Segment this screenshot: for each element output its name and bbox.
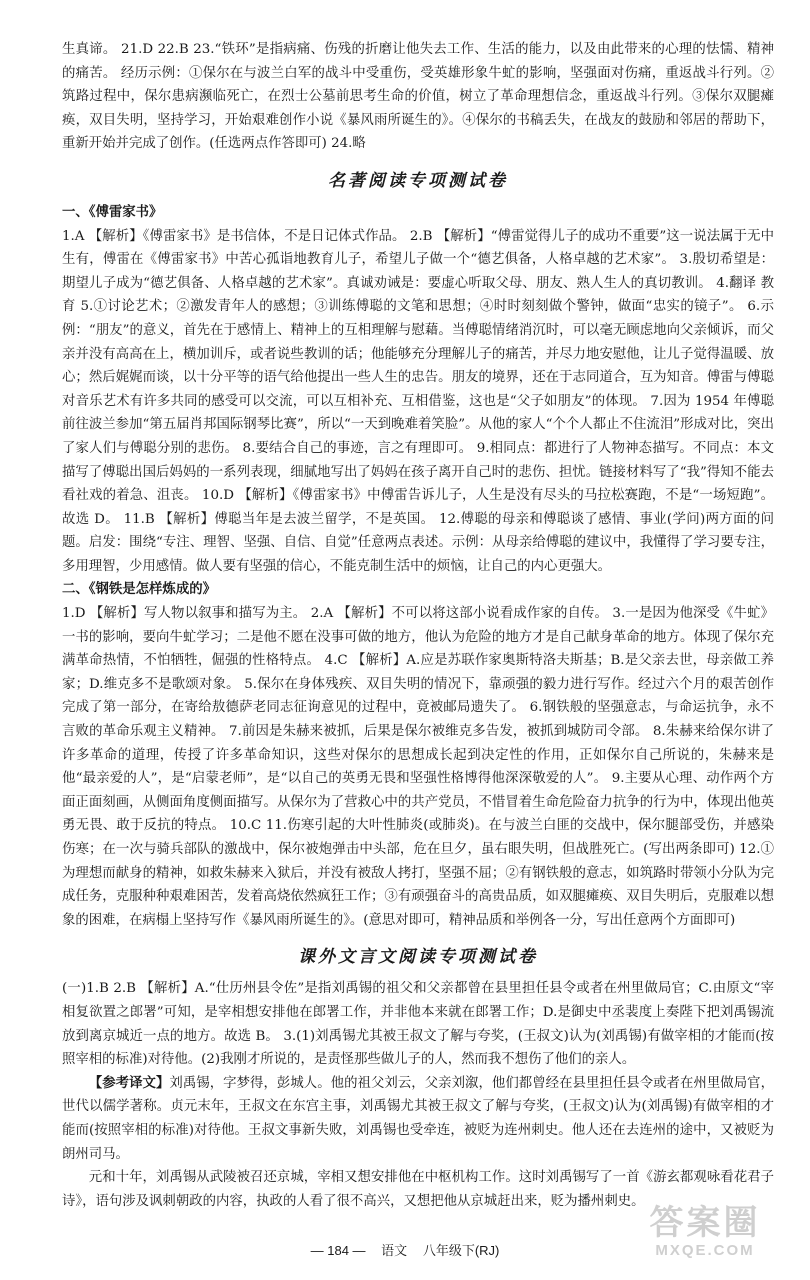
footer-subject: 语文 [381, 1243, 408, 1258]
page-body [62, 38, 774, 1213]
section-title-classical-chinese: 课外文言文阅读专项测试卷 [298, 947, 538, 968]
subsection-heading-fulei: 一、《傅雷家书》 [62, 203, 163, 220]
subsection-heading-steel: 二、《钢铁是怎样炼成的》 [62, 581, 216, 598]
answer-paragraph-fulei: 1.A 【解析】《傅雷家书》是书信体，不是日记体式作品。 2.B 【解析】“傅雷觉得儿子的成功不重要”这一说法属于无中生有，傅雷在《傅雷家书》中苦心孤诣地教育儿子，希望儿子做一个“德艺俱备，人格卓越的艺术家”。 3.殷切希望是：期望儿子成为“德艺俱备、人格卓越的艺术家”。真诚劝诫是：要虚心听取父母、朋友、熟人生人的真切教训。 4.翻译 教育 5.①讨论艺术；②激发青年人的感想；③训练傅聪的文笔和思想；④时时刻刻做个警钟，做面“忠实的镜子”。 6.示例：“朋友”的意义，首先在于感情上、精神上的互相理解与慰藉。当傅聪情绪消沉时，可以毫无顾虑地向父亲倾诉，而父亲并没有高高在上，横加训斥，或者说些教训的话；他能够充分理解儿子的痛苦，并尽力地安慰他，让儿子觉得温暖、放心；然后娓娓而谈，以十分平等的语气给他提出一些人生的忠告。朋友的境界，还在于志同道合，互为知音。傅雷与傅聪对音乐艺术有许多共同的感受可以交流，可以互相补充、互相借鉴，这也是“父子如朋友”的体现。 7.因为 1954 年傅聪前往波兰参加“第五届肖邦国际钢琴比赛”，所以“一天到晚难着笑脸”。从他的家人“个个人都止不住流泪”形成对比，突出了家人们与傅聪分别的悲伤。 8.要结合自己的事迹，言之有理即可。 9.相同点：都进行了人物神态描写。不同点：本文描写了傅聪出国后妈妈的一系列表现，细腻地写出了妈妈在孩子离开自己时的悲伤、担忧。链接材料写了“我”得知不能去看社戏的着急、沮丧。 10.D 【解析】《傅雷家书》中傅雷告诉儿子，人生是没有尽头的马拉松赛跑，不是“一场短跑”。故选 D。 11.B 【解析】傅聪当年是去波兰留学，不是英国。 12.傅聪的母亲和傅聪谈了感情、事业(学问)两方面的问题。启发：围绕“专注、理智、坚强、自信、自觉”任意两点表述。示例：从母亲给傅聪的建议中，我懂得了学习要专注，多用理智，少用感情。做人要有坚强的信心，不能克制生活中的烦恼，让自己的内心更强大。 [62, 228, 774, 574]
answer-paragraph-steel: 1.D 【解析】写人物以叙事和描写为主。 2.A 【解析】不可以将这部小说看成作家的自传。 3.一是因为他深受《牛虻》一书的影响，要向牛虻学习；二是他不愿在没事可做的地方，他认为危险的地方才是自己献身革命的地方。体现了保尔充满革命热情，不怕牺牲，倔强的性格特点。 4.C 【解析】A.应是苏联作家奥斯特洛夫斯基；B.是父亲去世，母亲做工养家；D.维克多不是歌颂对象。 5.保尔在身体残疾、双目失明的情况下，靠顽强的毅力进行写作。经过六个月的艰苦创作完成了第一部分，在寄给敖德萨老同志征询意见的过程中，竟被邮局遗失了。 6.钢铁般的坚强意志，与命运抗争，永不言败的革命乐观主义精神。 7.前因是朱赫来被抓，后果是保尔被维克多告发，被抓到城防司令部。 8.朱赫来给保尔讲了许多革命的道理，传授了许多革命知识，这些对保尔的思想成长起到决定性的作用，正如保尔自己所说的，朱赫来是他“最亲爱的人”，是“启蒙老师”，是“以自己的英勇无畏和坚强性格博得他深深敬爱的人”。 9.主要从心理、动作两个方面正面刻画，从侧面角度侧面描写。从保尔为了营救心中的共产党员，不惜冒着生命危险奋力抗争的行为中，体现出他英勇无畏、敢于反抗的特点。 10.C 11.伤寒引起的大叶性肺炎(或肺炎)。在与波兰白匪的交战中，保尔腿部受伤，并感染伤寒；在一次与骑兵部队的激战中，保尔被炮弹击中头部，危在旦夕，虽右眼失明，但战胜死亡。(写出两条即可) 12.①为理想而献身的精神，如救朱赫来入狱后，并没有被敌人拷打，坚强不屈；②有钢铁般的意志，如筑路时带领小分队为完成任务，克服种种艰难困苦，发着高烧依然疯狂工作；③有顽强奋斗的高贵品质，如双腿瘫痪、双目失明后，克服难以想象的困难，在病榻上坚持写作《暴风雨所诞生的》。(意思对即可，精神品质和举例各一分，写出任意两个方面即可) [62, 606, 774, 928]
footer-grade: 八年级下(RJ) [422, 1243, 500, 1258]
section-title-classics: 名著阅读专项测试卷 [328, 170, 508, 191]
translation-paragraph-2: 元和十年，刘禹锡从武陵被召还京城，宰相又想安排他在中枢机构工作。这时刘禹锡写了一首《游玄都观咏看花君子诗》，语句涉及讽刺朝政的内容，执政的人看了很不高兴，又想把他从京城赶出来，贬为播州刺史。 [62, 1170, 774, 1209]
watermark-text: 答案圈 [649, 1204, 761, 1242]
translation-text-1: 刘禹锡，字梦得，彭城人。他的祖父刘云，父亲刘溆，他们都曾经在县里担任县令或者在州里做局官，世代以儒学著称。贞元末年，王叔文在东宫主事，刘禹锡尤其被王叔文了解与夸奖，(王叔文)认为(刘禹锡)有做宰相的才能而(按照宰相的标准)对待他。王叔文事新失败，刘禹锡也受牵连，被贬为连州刺史。他人还在去连州的途中，又被贬为朗州司马。 [62, 1075, 775, 1162]
answer-paragraph-top: 生真谛。 21.D 22.B 23.“铁环”是指病痛、伤残的折磨让他失去工作、生活的能力，以及由此带来的心理的怯懦、精神的痛苦。 经历示例：①保尔在与波兰白军的战斗中受重伤，受英雄形象牛虻的影响，坚强面对伤痛，重返战斗行列。②筑路过程中，保尔患病濒临死亡，在烈士公墓前思考生命的价值，树立了革命理想信念，重返战斗行列。③保尔双腿瘫痪，双目失明，坚持学习，开始艰难创作小说《暴风雨所诞生的》。④保尔的书稿丢失，在战友的鼓励和邻居的帮助下，重新开始并完成了创作。(任选两点作答即可) 24.略 [62, 42, 774, 152]
watermark-logo [620, 1204, 790, 1266]
watermark-url: MXQE.COM [655, 1242, 755, 1259]
page-number: — 184 — [310, 1243, 366, 1258]
reference-translation-label: 【参考译文】 [88, 1074, 170, 1091]
translation-paragraph-1 [62, 1072, 774, 1166]
answer-paragraph-classical: (一)1.B 2.B 【解析】A.“仕历州县令佐”是指刘禹锡的祖父和父亲都曾在县里担任县令或者在州里做局官；C.由原文“宰相复欲置之郎署”可知，是宰相想安排他在郎署工作，并非他本来就在郎署工作；D.是御史中丞裴度上奏陛下把刘禹锡流放到离京城近一点的地方。故选 B。 3.(1)刘禹锡尤其被王叔文了解与夸奖，(王叔文)认为(刘禹锡)有做宰相的才能而(按照宰相的标准)对待他。(2)我刚才所说的，是责怪那些做儿子的人，然而我不想伤了他们的亲人。 [62, 981, 774, 1068]
